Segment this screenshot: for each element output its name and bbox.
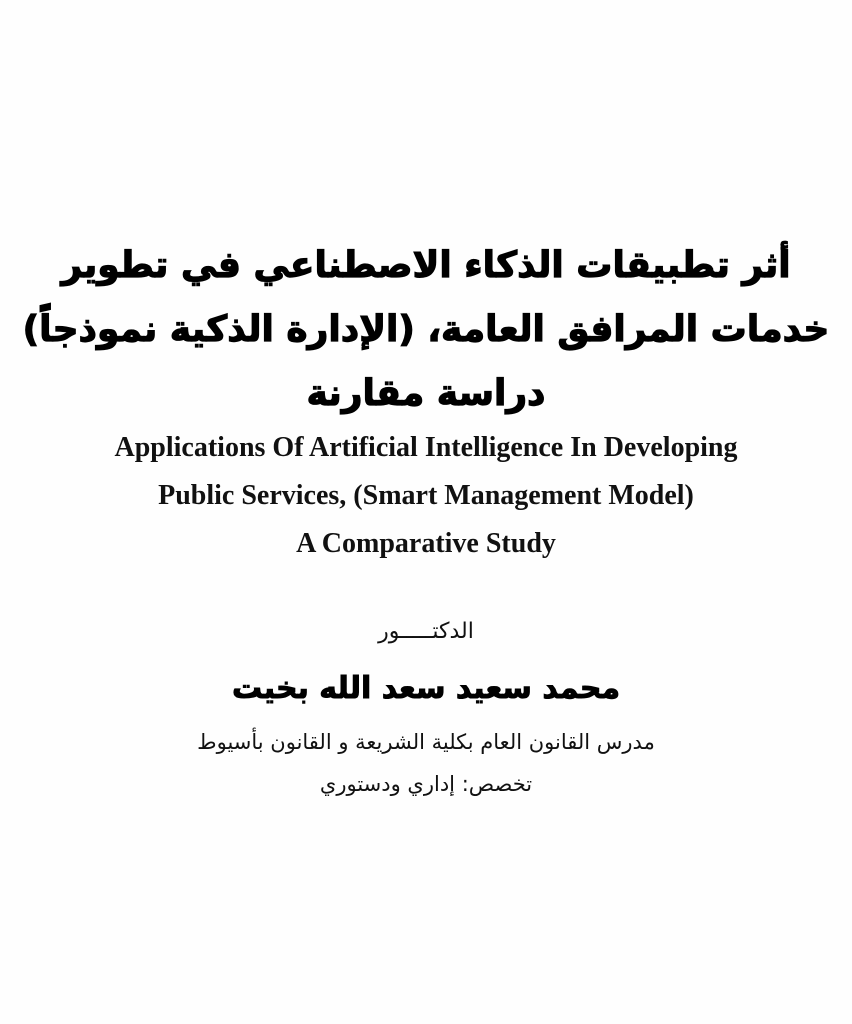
- author-name: محمد سعيد سعد الله بخيت: [231, 671, 621, 706]
- arabic-title-line-1: أثر تطبيقات الذكاء الاصطناعي في تطوير: [61, 245, 791, 286]
- english-title-line-2: Public Services, (Smart Management Model): [158, 480, 694, 511]
- author-position: مدرس القانون العام بكلية الشريعة و القانون بأسيوط: [197, 730, 655, 754]
- author-specialty: تخصص: إداري ودستوري: [319, 772, 533, 796]
- arabic-title-line-2: خدمات المرافق العامة، (الإدارة الذكية نموذجاً): [22, 309, 830, 350]
- author-honorific: الدكتـــــور: [378, 619, 474, 644]
- arabic-title-line-3: دراسة مقارنة: [306, 373, 546, 414]
- english-title-line-1: Applications Of Artificial Intelligence In Developing: [114, 432, 738, 463]
- english-title-line-3: A Comparative Study: [296, 528, 556, 559]
